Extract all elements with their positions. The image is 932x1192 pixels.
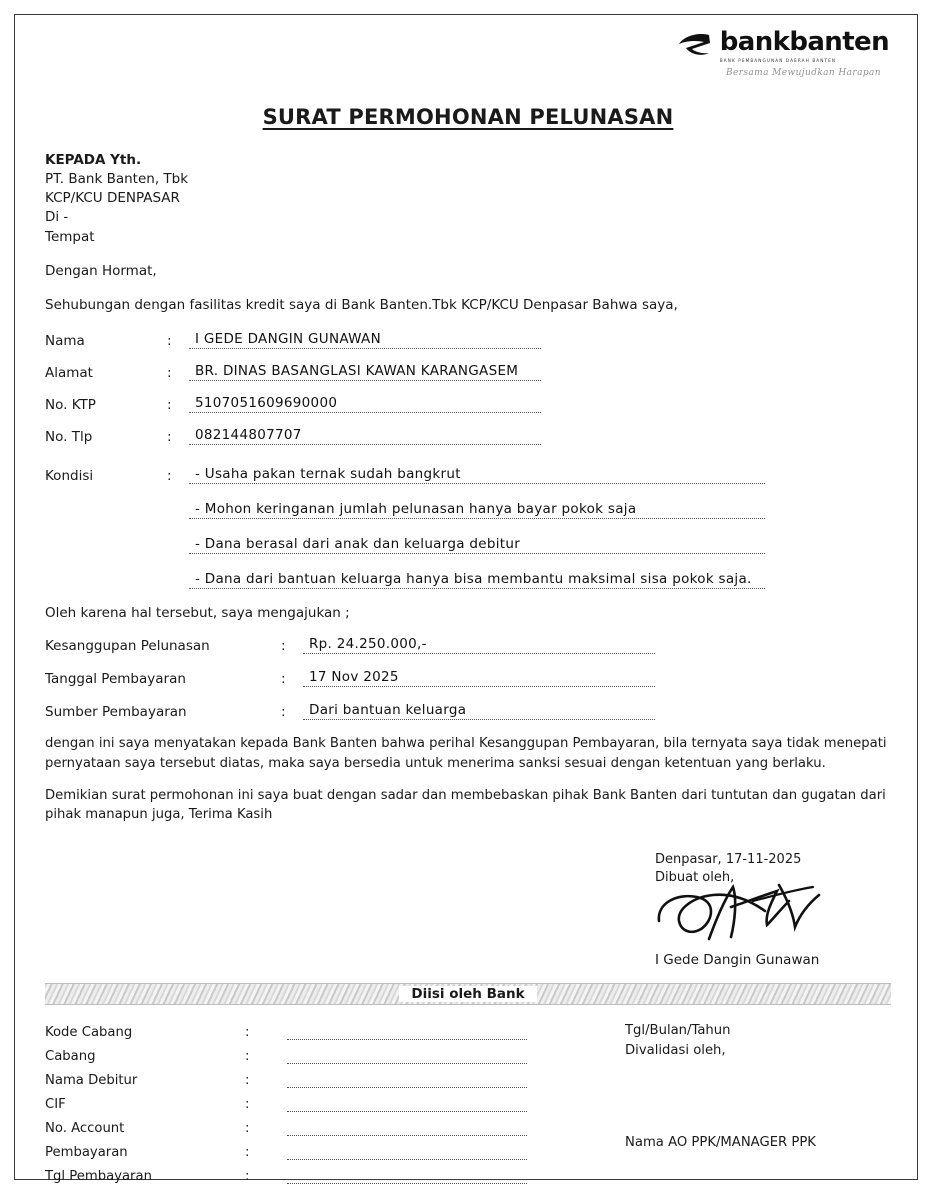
page-title: SURAT PERMOHONAN PELUNASAN — [262, 105, 674, 129]
field-value-text: 5107051609690000 — [195, 394, 338, 411]
field-colon: : — [281, 637, 286, 654]
signature-name: I Gede Dangin Gunawan — [655, 952, 820, 969]
bank-field-colon: : — [245, 1049, 250, 1065]
field-value-text: 082144807707 — [195, 426, 302, 443]
bank-field-label: No. Account — [45, 1121, 125, 1137]
field-value-text: I GEDE DANGIN GUNAWAN — [195, 330, 381, 347]
request-fields — [45, 635, 891, 720]
field-colon: : — [167, 364, 172, 381]
field-label: No. Tlp — [45, 428, 93, 445]
bank-validated-by-label: Divalidasi oleh, — [625, 1042, 726, 1058]
bank-field-colon: : — [245, 1121, 250, 1137]
kondisi-colon: : — [167, 467, 172, 484]
field-value-ktp[interactable] — [189, 394, 541, 413]
recipient-line-5: Tempat — [45, 228, 95, 245]
field-value-telepon[interactable] — [189, 426, 541, 445]
kondisi-row-3 — [189, 535, 891, 554]
signature-mark-icon — [647, 877, 837, 955]
brand-name: bankbanten — [719, 27, 889, 57]
signature-block — [655, 851, 891, 979]
brand-subtitle: BANK PEMBANGUNAN DAERAH BANTEN — [719, 58, 837, 63]
recipient-block — [45, 151, 891, 247]
kondisi-row-1 — [45, 465, 891, 484]
bank-field-input[interactable] — [287, 1148, 527, 1160]
intro-text: Sehubungan dengan fasilitas kredit saya di Bank Banten.Tbk KCP/KCU Denpasar Bahwa saya, — [45, 297, 678, 314]
kondisi-row-4 — [189, 570, 891, 589]
bank-row-no-account — [45, 1117, 625, 1136]
bank-field-input[interactable] — [287, 1100, 527, 1112]
bank-field-input[interactable] — [287, 1028, 527, 1040]
bank-row-pembayaran — [45, 1141, 625, 1160]
field-row-telepon — [45, 426, 891, 445]
field-value-kesanggupan[interactable] — [303, 635, 655, 654]
bank-field-colon: : — [245, 1145, 250, 1161]
field-row-kesanggupan — [45, 635, 891, 654]
bank-date-label: Tgl/Bulan/Tahun — [625, 1023, 731, 1039]
bank-field-label: CIF — [45, 1097, 66, 1113]
field-row-nama — [45, 330, 891, 349]
letterhead — [45, 29, 891, 87]
bank-fields — [45, 1021, 625, 1189]
field-row-sumber — [45, 701, 891, 720]
field-row-alamat — [45, 362, 891, 381]
brand-tagline: Bersama Mewujudkan Harapan — [725, 68, 881, 78]
kondisi-row-2 — [189, 500, 891, 519]
field-row-ktp — [45, 394, 891, 413]
field-value-text: Rp. 24.250.000,- — [309, 635, 427, 652]
bank-field-label: Kode Cabang — [45, 1025, 133, 1041]
signature-made-by: Dibuat oleh, — [655, 870, 735, 886]
recipient-line-4: Di - — [45, 209, 69, 226]
field-colon: : — [167, 428, 172, 445]
kondisi-text: - Dana berasal dari anak dan keluarga debitur — [195, 535, 521, 552]
kondisi-text: - Dana dari bantuan keluarga hanya bisa membantu maksimal sisa pokok saja. — [195, 570, 752, 587]
field-label: Nama — [45, 332, 85, 349]
bank-section-header — [45, 983, 891, 1005]
bank-officer-label: Nama AO PPK/MANAGER PPK — [625, 1135, 816, 1151]
kondisi-text: - Usaha pakan ternak sudah bangkrut — [195, 465, 461, 482]
bank-row-cabang — [45, 1045, 625, 1064]
statement-paragraph-2: Demikian surat permohonan ini saya buat dengan sadar dan membebaskan pihak Bank Banten dari tuntutan dan gugatan dari pihak manapun juga, Terima Kasih — [45, 787, 886, 823]
statement-paragraph-1: dengan ini saya menyatakan kepada Bank Banten bahwa perihal Kesanggupan Pembayaran, bila ternyata saya tidak menepati pernyataan saya tersebut diatas, maka saya bersedia untuk menerima sanksi sesuai dengan ketentuan yang berlaku. — [45, 735, 887, 771]
field-value-sumber[interactable] — [303, 701, 655, 720]
field-colon: : — [167, 396, 172, 413]
field-value-alamat[interactable] — [189, 362, 541, 381]
field-label: Sumber Pembayaran — [45, 703, 187, 720]
bank-section-body — [45, 1021, 891, 1189]
document-page — [14, 14, 918, 1185]
field-value-nama[interactable] — [189, 330, 541, 349]
field-value-text: Dari bantuan keluarga — [309, 701, 467, 718]
bank-field-label: Cabang — [45, 1049, 96, 1065]
bank-row-nama-debitur — [45, 1069, 625, 1088]
bank-field-input[interactable] — [287, 1124, 527, 1136]
bank-field-colon: : — [245, 1073, 250, 1089]
bank-row-cif — [45, 1093, 625, 1112]
field-value-tanggal[interactable] — [303, 668, 655, 687]
bank-row-tgl-pembayaran — [45, 1165, 625, 1184]
bank-section-title: Diisi oleh Bank — [399, 986, 536, 1002]
bank-field-label: Pembayaran — [45, 1145, 128, 1161]
bank-field-input[interactable] — [287, 1076, 527, 1088]
bank-logo-icon — [676, 30, 712, 62]
kondisi-label: Kondisi — [45, 467, 94, 484]
field-row-tanggal — [45, 668, 891, 687]
field-value-text: BR. DINAS BASANGLASI KAWAN KARANGASEM — [195, 362, 519, 379]
signature-place-date: Denpasar, 17-11-2025 — [655, 852, 802, 868]
kondisi-value-3[interactable] — [189, 535, 765, 554]
field-label: Alamat — [45, 364, 93, 381]
bank-field-colon: : — [245, 1097, 250, 1113]
kondisi-block — [45, 465, 891, 589]
bank-logo-text — [720, 29, 889, 63]
bank-logo — [676, 29, 889, 63]
kondisi-value-2[interactable] — [189, 500, 765, 519]
bank-field-input[interactable] — [287, 1172, 527, 1184]
kondisi-value-4[interactable] — [189, 570, 765, 589]
identity-fields — [45, 330, 891, 445]
request-lead-text: Oleh karena hal tersebut, saya mengajukan ; — [45, 604, 350, 621]
bank-field-label: Tgl Pembayaran — [45, 1169, 152, 1185]
kondisi-value-1[interactable] — [189, 465, 765, 484]
field-label: No. KTP — [45, 396, 96, 413]
field-colon: : — [281, 670, 286, 687]
field-label: Kesanggupan Pelunasan — [45, 637, 210, 654]
bank-field-colon: : — [245, 1169, 250, 1185]
bank-field-label: Nama Debitur — [45, 1073, 138, 1089]
bank-validation-block — [625, 1021, 891, 1189]
field-colon: : — [167, 332, 172, 349]
bank-field-input[interactable] — [287, 1052, 527, 1064]
recipient-line-1: KEPADA Yth. — [45, 152, 142, 168]
greeting-text: Dengan Hormat, — [45, 262, 157, 279]
kondisi-text: - Mohon keringanan jumlah pelunasan hanya bayar pokok saja — [195, 500, 637, 517]
recipient-line-2: PT. Bank Banten, Tbk — [45, 171, 189, 188]
field-label: Tanggal Pembayaran — [45, 670, 186, 687]
field-value-text: 17 Nov 2025 — [309, 668, 399, 685]
bank-field-colon: : — [245, 1025, 250, 1041]
recipient-line-3: KCP/KCU DENPASAR — [45, 190, 180, 207]
bank-row-kode-cabang — [45, 1021, 625, 1040]
field-colon: : — [281, 703, 286, 720]
